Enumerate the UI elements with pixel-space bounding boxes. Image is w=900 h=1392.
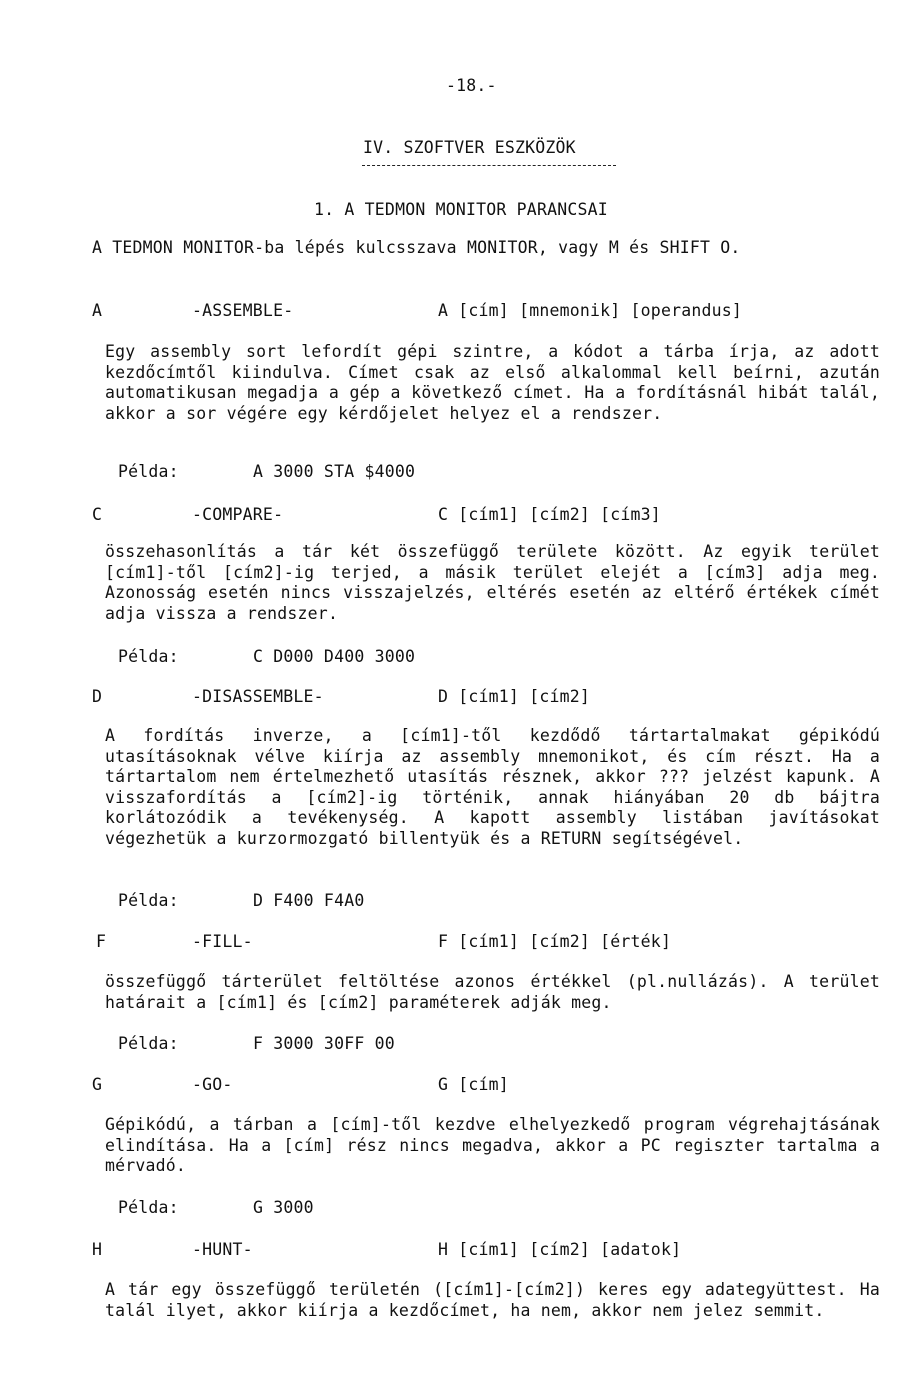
example-value: F 3000 30FF 00 [253,1034,395,1053]
command-syntax: F [cím1] [cím2] [érték] [438,932,672,951]
command-description: A fordítás inverze, a [cím1]-től kezdődő tártartalmakat gépikódú utasításoknak vélve kiírja az assembly mnemonikot, és cím részt. Ha a tártartalom nem értelmezhető utasítás résznek, akkor ??? jelzést kapunk. A visszafordítás a [cím2]-ig történik, annak hiányában 20 db bájtra korlátozódik a tevékenység. A kapott assembly listában javításokat végezhetük a kurzormozgató billentyük és a RETURN segítségével. [105,726,880,848]
example-value: G 3000 [253,1198,314,1217]
command-syntax: A [cím] [mnemonik] [operandus] [438,301,743,320]
command-letter: D [92,687,103,706]
command-syntax: C [cím1] [cím2] [cím3] [438,505,661,524]
command-description: összefüggő tárterület feltöltése azonos értékkel (pl.nullázás). A terület határait a [cím1] és [cím2] paraméterek adják meg. [105,972,880,1012]
chapter-title: IV. SZOFTVER ESZKÖZÖK [363,138,576,157]
command-letter: F [96,932,107,951]
page-number: -18.- [446,76,497,95]
command-letter: C [92,505,103,524]
command-description: Egy assembly sort lefordít gépi szintre, a kódot a tárba írja, az adott kezdőcímtől kiindulva. Címet csak az első alkalommal kell beírni, azután automatikusan megadja a gép a következő címet. Ha a fordításnál hibát talál, akkor a sor végére egy kérdőjelet helyez el a rendszer. [105,342,880,423]
command-syntax: D [cím1] [cím2] [438,687,591,706]
command-name: -GO- [192,1075,233,1094]
command-name: -HUNT- [192,1240,253,1259]
command-description: összehasonlítás a tár két összefüggő területe között. Az egyik terület [cím1]-től [cím2]-ig terjed, a másik terület elejét a [cím3] adja meg. Azonosság esetén nincs visszajelzés, eltérés esetén az eltérő értékek címét adja vissza a rendszer. [105,542,880,623]
command-name: -COMPARE- [192,505,284,524]
intro-text: A TEDMON MONITOR-ba lépés kulcsszava MONITOR, vagy M és SHIFT O. [92,238,741,257]
command-syntax: G [cím] [438,1075,509,1094]
section-title: 1. A TEDMON MONITOR PARANCSAI [314,200,608,219]
example-value: D F400 F4A0 [253,891,365,910]
chapter-title-underline [362,165,616,166]
command-description: A tár egy összefüggő területén ([cím1]-[cím2]) keres egy adategyüttest. Ha talál ilyet, akkor kiírja a kezdőcímet, ha nem, akkor nem jelez semmit. [105,1280,880,1320]
example-label: Példa: [118,891,179,910]
example-label: Példa: [118,462,179,481]
command-name: -FILL- [192,932,253,951]
command-letter: G [92,1075,103,1094]
command-description: Gépikódú, a tárban a [cím]-től kezdve elhelyezkedő program végrehajtásának elindítása. Ha a [cím] rész nincs megadva, akkor a PC regiszter tartalma a mérvadó. [105,1115,880,1176]
example-label: Példa: [118,647,179,666]
example-value: C D000 D400 3000 [253,647,416,666]
command-syntax: H [cím1] [cím2] [adatok] [438,1240,682,1259]
example-label: Példa: [118,1034,179,1053]
command-name: -DISASSEMBLE- [192,687,324,706]
example-value: A 3000 STA $4000 [253,462,416,481]
example-label: Példa: [118,1198,179,1217]
command-name: -ASSEMBLE- [192,301,294,320]
command-letter: H [92,1240,103,1259]
command-letter: A [92,301,103,320]
